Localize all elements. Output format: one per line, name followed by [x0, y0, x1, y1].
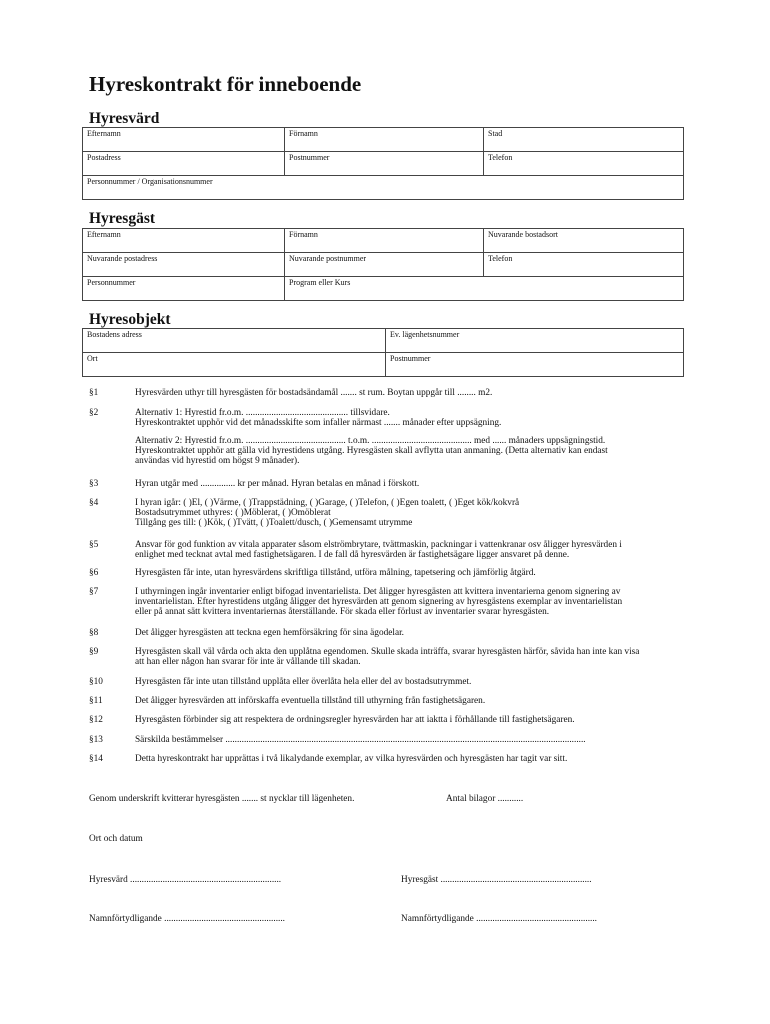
clause-number: §13: [89, 735, 103, 745]
clause-number: §14: [89, 754, 103, 764]
landlord-postcode-field[interactable]: Postnummer: [285, 152, 484, 176]
landlord-address-field[interactable]: Postadress: [83, 152, 285, 176]
clause-text: [135, 628, 695, 638]
tenant-current-city-field[interactable]: Nuvarande bostadsort: [484, 229, 684, 253]
clause-line: Hyran utgår med ............... kr per månad. Hyran betalas en månad i förskott.: [135, 479, 420, 489]
clause-number: §4: [89, 498, 99, 508]
landlord-firstname-field[interactable]: Förnamn: [285, 128, 484, 152]
clause-text: [135, 540, 695, 560]
tenant-id-field[interactable]: Personnummer: [83, 277, 285, 301]
clause-text: [135, 408, 695, 428]
clause-line: inventarielistan. Efter hyrestidens utgång åligger det hyresvärden att genom signering av hyresgästens exemplar av inventarielistan: [135, 597, 623, 607]
clause-text: [135, 754, 695, 764]
clause-line: Tillgång ges till: ( )Kök, ( )Tvätt, ( )Toalett/dusch, ( )Gemensamt utrymme: [135, 518, 413, 528]
clause-line: Särskilda bestämmelser ...........................................................................................................................................................: [135, 735, 586, 745]
tenant-name-line[interactable]: Namnförtydligande ....................................................: [401, 914, 597, 924]
clause-line: I hyran igår: ( )El, ( )Värme, ( )Trappstädning, ( )Garage, ( )Telefon, ( )Egen toalett, ( )Eget kök/kokvrå: [135, 498, 520, 508]
clause-text: [135, 715, 695, 725]
clause-line: enlighet med tecknat avtal med fastighetsägaren. I de fall då hyresvärden är fastighetsägare ligger ansvaret på denne.: [135, 550, 570, 560]
clause-text: [135, 696, 695, 706]
clause-text: [135, 479, 695, 489]
clause-number: §2: [89, 408, 99, 418]
clause-number: §7: [89, 587, 99, 597]
clause-text: [135, 677, 695, 687]
tenant-heading: Hyresgäst: [89, 210, 156, 227]
landlord-lastname-field[interactable]: Efternamn: [83, 128, 285, 152]
clause-number: §3: [89, 479, 99, 489]
keys-receipt-line[interactable]: Genom underskrift kvitterar hyresgästen ....... st nycklar till lägenheten.: [89, 794, 355, 804]
tenant-signature-line[interactable]: Hyresgäst .................................................................: [401, 875, 592, 885]
clause-number: §10: [89, 677, 103, 687]
clause-line: Hyresgästen får inte utan tillstånd upplåta eller överlåta hela eller del av bostadsutrymmet.: [135, 677, 472, 687]
clause-line: användas vid hyrestid om högst 9 månader).: [135, 456, 300, 466]
object-postcode-field[interactable]: Postnummer: [386, 353, 684, 377]
landlord-name-line[interactable]: Namnförtydligande ....................................................: [89, 914, 285, 924]
object-address-field[interactable]: Bostadens adress: [83, 329, 386, 353]
clause-number: §1: [89, 388, 99, 398]
tenant-table: [82, 228, 684, 301]
clause-line: Hyresvärden uthyr till hyresgästen för bostadsändamål ....... st rum. Boytan uppgår till ........ m2.: [135, 388, 493, 398]
clause-number: §11: [89, 696, 103, 706]
document-title: Hyreskontrakt för inneboende: [89, 72, 362, 96]
tenant-phone-field[interactable]: Telefon: [484, 253, 684, 277]
landlord-city-field[interactable]: Stad: [484, 128, 684, 152]
clause-line: eller på annat sätt kvittera inventariernas återställande. För skada eller förlust av inventarier svarar hyresgästen.: [135, 607, 550, 617]
object-city-field[interactable]: Ort: [83, 353, 386, 377]
clause-line: Det åligger hyresvärden att införskaffa eventuella tillstånd till uthyrning från fastighetsägaren.: [135, 696, 486, 706]
object-apartment-number-field[interactable]: Ev. lägenhetsnummer: [386, 329, 684, 353]
tenant-address-field[interactable]: Nuvarande postadress: [83, 253, 285, 277]
clause-line: Det åligger hyresgästen att teckna egen hemförsäkring för sina ägodelar.: [135, 628, 404, 638]
clause-text: [135, 436, 695, 466]
object-heading: Hyresobjekt: [89, 311, 171, 328]
clause-number: §12: [89, 715, 103, 725]
landlord-table: [82, 127, 684, 200]
attachments-count-line[interactable]: Antal bilagor ...........: [446, 794, 524, 804]
clause-line: Detta hyreskontrakt har upprättas i två likalydande exemplar, av vilka hyresvärden och hyresgästen har tagit var sitt.: [135, 754, 568, 764]
landlord-id-field[interactable]: Personnummer / Organisationsnummer: [83, 176, 684, 200]
clause-number: §5: [89, 540, 99, 550]
clause-text: [135, 498, 695, 528]
clause-number: §8: [89, 628, 99, 638]
clause-text: [135, 735, 695, 745]
clause-text: [135, 388, 695, 398]
clause-line: Hyreskontraktet upphör vid det månadsskifte som infaller närmast ....... månader efter uppsägning.: [135, 418, 502, 428]
tenant-firstname-field[interactable]: Förnamn: [285, 229, 484, 253]
tenant-program-field[interactable]: Program eller Kurs: [285, 277, 684, 301]
clause-line: Alternativ 1: Hyrestid fr.o.m. ............................................ tillsvidare.: [135, 408, 390, 418]
clause-line: Alternativ 2: Hyrestid fr.o.m. ........................................... t.o.m. ........................................... med ...... månaders uppsägningstid.: [135, 436, 606, 446]
clause-line: Hyreskontraktet upphör att gälla vid hyrestidens utgång. Hyresgästen skall avflytta utan anmaning. (Detta alternativ kan endast: [135, 446, 608, 456]
clause-text: [135, 647, 695, 667]
clause-text: [135, 568, 695, 578]
clause-line: I uthyrningen ingår inventarier enligt bifogad inventarielista. Det åligger hyresgästen att kvittera inventarierna genom signering av: [135, 587, 621, 597]
landlord-heading: Hyresvärd: [89, 110, 160, 127]
clause-line: att han eller någon han svarar för inte är vållande till skadan.: [135, 657, 361, 667]
clause-line: Bostadsutrymmet uthyres: ( )Möblerat, ( )Omöblerat: [135, 508, 331, 518]
tenant-lastname-field[interactable]: Efternamn: [83, 229, 285, 253]
object-table: [82, 328, 684, 377]
clause-number: §6: [89, 568, 99, 578]
clause-line: Hyresgästen skall väl vårda och akta den upplåtna egendomen. Skulle skada inträffa, svarar hyresgästen härför, såvida han inte kan visa: [135, 647, 640, 657]
landlord-phone-field[interactable]: Telefon: [484, 152, 684, 176]
clause-text: [135, 587, 695, 617]
clause-line: Hyresgästen förbinder sig att respektera de ordningsregler hyresvärden har att iaktta i förhållande till fastighetsägaren.: [135, 715, 575, 725]
tenant-postcode-field[interactable]: Nuvarande postnummer: [285, 253, 484, 277]
clause-line: Ansvar för god funktion av vitala apparater såsom elströmbrytare, tvättmaskin, packningar i vattenkranar osv åligger hyresvärden i: [135, 540, 622, 550]
place-date-line[interactable]: Ort och datum: [89, 834, 143, 844]
landlord-signature-line[interactable]: Hyresvärd .................................................................: [89, 875, 282, 885]
clause-line: Hyresgästen får inte, utan hyresvärdens skriftliga tillstånd, utföra målning, tapetsering och jämförlig åtgärd.: [135, 568, 536, 578]
clause-number: §9: [89, 647, 99, 657]
